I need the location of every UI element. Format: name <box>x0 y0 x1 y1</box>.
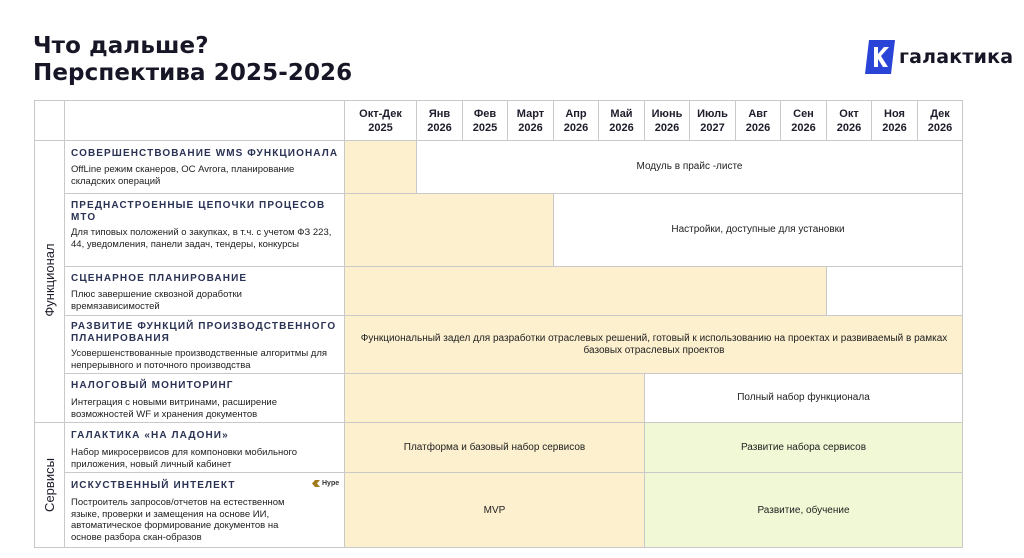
column-header-oct-2026: Окт 2026 <box>836 107 862 134</box>
bar-label-tax: Полный набор функционала <box>737 392 870 403</box>
group-label-services: Сервисы <box>41 458 57 512</box>
row-title-scenario: СЦЕНАРНОЕ ПЛАНИРОВАНИЕ <box>71 273 248 284</box>
row-title-mto: ПРЕДНАСТРОЕННЫЕ ЦЕПОЧКИ ПРОЦЕСОВ МТО <box>71 200 326 223</box>
column-header-okt-dek-2025: Окт-Дек 2025 <box>359 107 402 134</box>
logo-text: галактика <box>899 46 1014 68</box>
bar-label-wms: Модуль в прайс -листе <box>636 161 743 172</box>
grid-line <box>64 266 963 267</box>
row-title-mobile: ГАЛАКТИКА «НА ЛАДОНИ» <box>71 430 229 441</box>
column-header-jul: Июль 2027 <box>697 107 728 134</box>
row-title-production: РАЗВИТИЕ ФУНКЦИЙ ПРОИЗВОДСТВЕННОГО ПЛАНИРОВАНИЯ <box>71 321 337 344</box>
bar-label-ai-mvp: MVP <box>483 504 506 516</box>
bar-wms-dev <box>345 141 416 193</box>
hype-badge <box>312 480 339 487</box>
logo-mark-icon <box>865 40 895 74</box>
bar-mto-dev <box>345 194 553 266</box>
column-header-mar-2026: Март 2026 <box>516 107 545 134</box>
bar-label-production: Функциональный задел для разработки отраслевых решений, готовый к использованию на проектах и развиваемый в рамках базовых отраслевых проектов <box>360 332 948 356</box>
hype-icon <box>312 480 320 487</box>
grid-line <box>64 100 65 548</box>
bar-label-ai-growth: Развитие, обучение <box>757 504 850 516</box>
bar-label-mobile-growth: Развитие набора сервисов <box>740 441 867 453</box>
row-desc-scenario: Плюс завершение сквозной доработки времязависимостей <box>71 289 242 312</box>
roadmap-table <box>34 100 963 548</box>
page-title-line1: Что дальше? <box>33 33 209 59</box>
column-header-jun-2026: Июнь 2026 <box>651 107 683 134</box>
row-desc-ai: Построитель запросов/отчетов на естественном языке, проверки и замещения на основе ИИ, автоматическое формирование документов на основе разбора скан-образов <box>71 497 285 543</box>
grid-line <box>962 100 963 548</box>
column-header-nov-2026: Ноя 2026 <box>882 107 907 134</box>
row-title-ai: ИСКУСТВЕННЫЙ ИНТЕЛЕКТ <box>71 480 236 491</box>
row-desc-wms: OffLine режим сканеров, ОС Avrora, планирование складских операций <box>71 164 295 187</box>
row-desc-mobile: Набор микросервисов для компоновки мобильного приложения, новый личный кабинет <box>71 447 298 470</box>
row-desc-production: Усовершенствованные производственные алгоритмы для непрерывного и поточного производства <box>71 348 328 371</box>
column-header-aug-2026: Авг 2026 <box>745 107 771 134</box>
group-label-functional: Функционал <box>41 243 57 317</box>
grid-line <box>34 100 35 548</box>
column-header-jan-2026: Янв 2026 <box>427 107 452 134</box>
column-header-may-2026: Май 2026 <box>609 107 634 134</box>
bar-label-mto: Настройки, доступные для установки <box>671 224 845 235</box>
company-logo <box>865 40 1013 74</box>
grid-line <box>826 267 827 315</box>
row-title-wms: СОВЕРШЕНСТВОВАНИЕ WMS ФУНКЦИОНАЛА <box>71 148 339 159</box>
page-title <box>33 33 352 87</box>
row-title-tax: НАЛОГОВЫЙ МОНИТОРИНГ <box>71 380 234 391</box>
page-title-line2: Перспектива 2025-2026 <box>33 60 353 86</box>
column-header-apr-2026: Апр 2026 <box>563 107 589 134</box>
column-header-sep-2026: Сен 2026 <box>791 107 816 134</box>
column-header-dec-2026: Дек 2026 <box>927 107 953 134</box>
bar-tax-dev <box>345 374 644 422</box>
row-desc-tax: Интеграция с новыми витринами, расширение возможностей WF и хранения документов <box>71 397 278 420</box>
hype-badge-label: Hype <box>322 480 340 487</box>
row-desc-mto: Для типовых положений о закупках, в т.ч. с учетом ФЗ 223, 44, уведомления, панели задач, тендеры, конкурсы <box>71 227 332 250</box>
bar-label-mobile-platform: Платформа и базовый набор сервисов <box>403 441 586 453</box>
bar-scenario-dev <box>345 267 826 315</box>
column-header-feb: Фев 2025 <box>472 107 498 134</box>
